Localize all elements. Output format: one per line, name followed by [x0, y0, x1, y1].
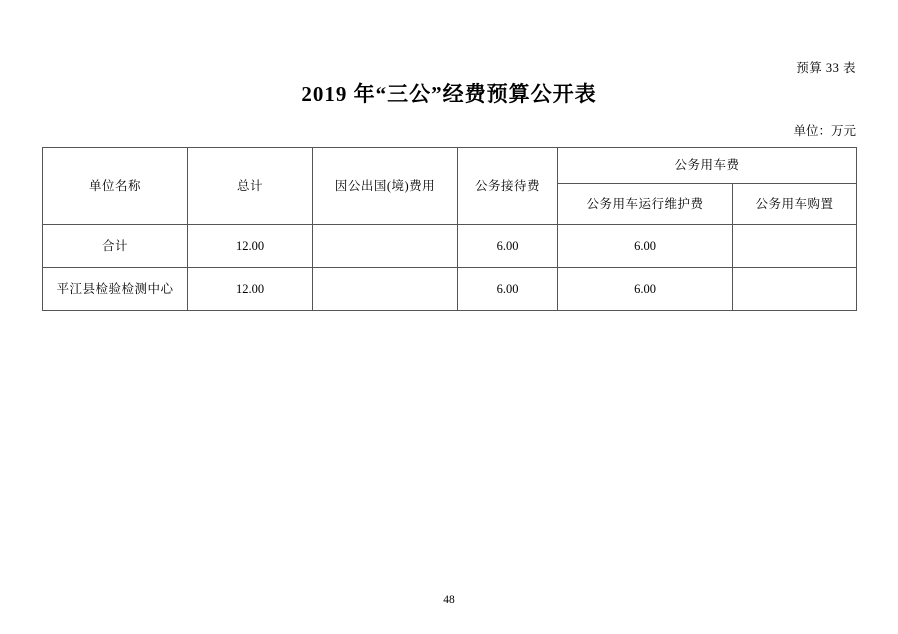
page-title: 2019 年“三公”经费预算公开表: [301, 82, 597, 106]
unit-note-label: 单位：万元: [793, 124, 856, 138]
header-official-reception: 公务接待费: [458, 148, 558, 225]
table-row: [43, 268, 857, 311]
form-code-label: 预算 33 表: [796, 61, 856, 75]
cell-unit-name: 平江县检验检测中心: [43, 268, 188, 311]
cell-overseas-travel: [313, 225, 458, 268]
budget-table: [42, 147, 857, 311]
cell-vehicle-operation: 6.00: [558, 225, 733, 268]
cell-unit-name: 合计: [43, 225, 188, 268]
header-vehicle-operation: 公务用车运行维护费: [558, 184, 733, 225]
cell-vehicle-purchase: [733, 268, 857, 311]
cell-total: 12.00: [188, 268, 313, 311]
header-vehicle-purchase: 公务用车购置: [733, 184, 857, 225]
table-row: [43, 225, 857, 268]
header-total: 总计: [188, 148, 313, 225]
cell-official-reception: 6.00: [458, 268, 558, 311]
page-number: 48: [443, 594, 455, 606]
cell-vehicle-purchase: [733, 225, 857, 268]
cell-official-reception: 6.00: [458, 225, 558, 268]
table-header-row-primary: [43, 148, 857, 184]
cell-total: 12.00: [188, 225, 313, 268]
header-official-vehicle-group: 公务用车费: [558, 148, 857, 184]
header-unit-name: 单位名称: [43, 148, 188, 225]
cell-vehicle-operation: 6.00: [558, 268, 733, 311]
cell-overseas-travel: [313, 268, 458, 311]
header-overseas-travel: 因公出国(境)费用: [313, 148, 458, 225]
